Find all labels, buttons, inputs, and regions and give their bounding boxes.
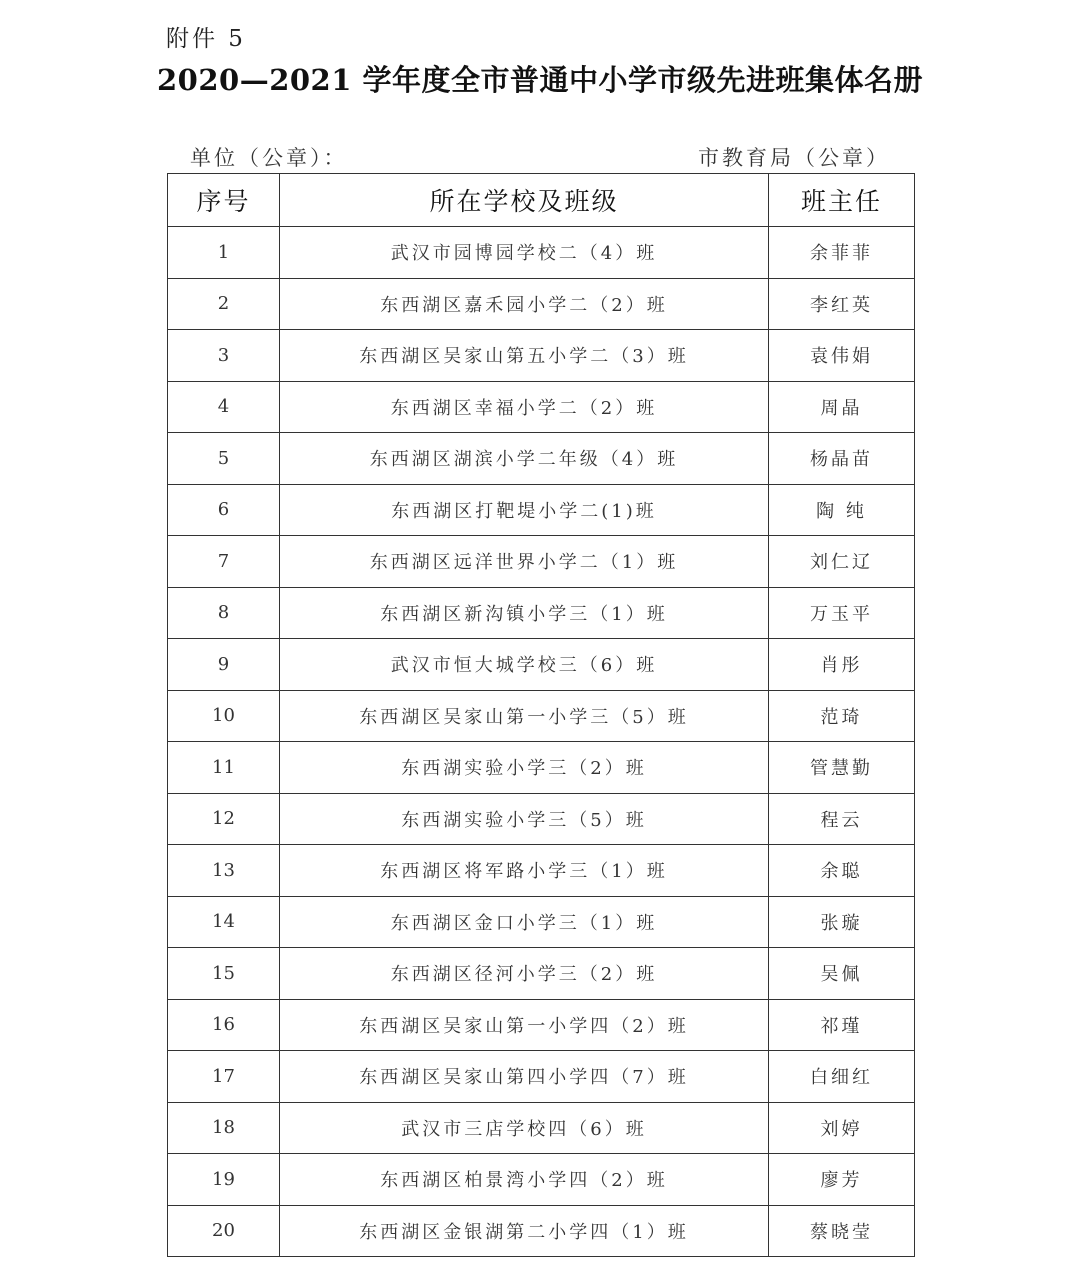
head-teacher-cell: 范琦 — [769, 690, 915, 742]
school-class-cell: 武汉市三店学校四（6）班 — [280, 1102, 769, 1154]
row-number-cell: 14 — [168, 896, 280, 948]
school-class-cell: 东西湖实验小学三（2）班 — [280, 742, 769, 794]
head-teacher-cell: 刘仁辽 — [769, 536, 915, 588]
row-number-cell: 9 — [168, 639, 280, 691]
head-teacher-cell: 余菲菲 — [769, 227, 915, 279]
row-number-cell: 18 — [168, 1102, 280, 1154]
table-row — [168, 587, 915, 639]
table-row — [168, 484, 915, 536]
table-row — [168, 896, 915, 948]
school-class-cell: 东西湖区吴家山第一小学四（2）班 — [280, 999, 769, 1051]
table-header-row — [168, 174, 915, 227]
table-row — [168, 742, 915, 794]
row-number-cell: 4 — [168, 381, 280, 433]
row-number-cell: 3 — [168, 330, 280, 382]
table-row — [168, 1102, 915, 1154]
column-header-teacher: 班主任 — [769, 174, 915, 227]
table-row — [168, 1205, 915, 1257]
head-teacher-cell: 万玉平 — [769, 587, 915, 639]
table-row — [168, 227, 915, 279]
school-class-cell: 东西湖区湖滨小学二年级（4）班 — [280, 433, 769, 485]
school-class-cell: 东西湖区径河小学三（2）班 — [280, 948, 769, 1000]
row-number-cell: 19 — [168, 1154, 280, 1206]
head-teacher-cell: 李红英 — [769, 278, 915, 330]
roster-table-body — [168, 227, 915, 1257]
column-header-number: 序号 — [168, 174, 280, 227]
school-class-cell: 东西湖区金口小学三（1）班 — [280, 896, 769, 948]
row-number-cell: 10 — [168, 690, 280, 742]
table-row — [168, 1154, 915, 1206]
school-class-cell: 东西湖区吴家山第一小学三（5）班 — [280, 690, 769, 742]
table-row — [168, 845, 915, 897]
head-teacher-cell: 余聪 — [769, 845, 915, 897]
table-row — [168, 278, 915, 330]
head-teacher-cell: 廖芳 — [769, 1154, 915, 1206]
attachment-label: 附件 5 — [166, 26, 246, 52]
row-number-cell: 15 — [168, 948, 280, 1000]
school-class-cell: 东西湖区吴家山第五小学二（3）班 — [280, 330, 769, 382]
table-row — [168, 330, 915, 382]
head-teacher-cell: 陶 纯 — [769, 484, 915, 536]
unit-seal-label: 单位（公章）： — [190, 146, 348, 170]
head-teacher-cell: 吴佩 — [769, 948, 915, 1000]
row-number-cell: 7 — [168, 536, 280, 588]
school-class-cell: 东西湖实验小学三（5）班 — [280, 793, 769, 845]
head-teacher-cell: 刘婷 — [769, 1102, 915, 1154]
school-class-cell: 东西湖区幸福小学二（2）班 — [280, 381, 769, 433]
table-row — [168, 639, 915, 691]
school-class-cell: 东西湖区嘉禾园小学二（2）班 — [280, 278, 769, 330]
roster-table — [167, 173, 915, 1257]
head-teacher-cell: 祁瑾 — [769, 999, 915, 1051]
row-number-cell: 17 — [168, 1051, 280, 1103]
education-bureau-seal-label: 市教育局（公章） — [698, 146, 890, 170]
school-class-cell: 东西湖区新沟镇小学三（1）班 — [280, 587, 769, 639]
table-row — [168, 1051, 915, 1103]
head-teacher-cell: 程云 — [769, 793, 915, 845]
school-class-cell: 东西湖区金银湖第二小学四（1）班 — [280, 1205, 769, 1257]
school-class-cell: 武汉市恒大城学校三（6）班 — [280, 639, 769, 691]
school-class-cell: 武汉市园博园学校二（4）班 — [280, 227, 769, 279]
table-row — [168, 793, 915, 845]
row-number-cell: 11 — [168, 742, 280, 794]
school-class-cell: 东西湖区远洋世界小学二（1）班 — [280, 536, 769, 588]
row-number-cell: 20 — [168, 1205, 280, 1257]
row-number-cell: 12 — [168, 793, 280, 845]
head-teacher-cell: 袁伟娟 — [769, 330, 915, 382]
school-class-cell: 东西湖区将军路小学三（1）班 — [280, 845, 769, 897]
row-number-cell: 13 — [168, 845, 280, 897]
head-teacher-cell: 蔡晓莹 — [769, 1205, 915, 1257]
table-row — [168, 433, 915, 485]
row-number-cell: 2 — [168, 278, 280, 330]
column-header-school-class: 所在学校及班级 — [280, 174, 769, 227]
head-teacher-cell: 白细红 — [769, 1051, 915, 1103]
school-class-cell: 东西湖区柏景湾小学四（2）班 — [280, 1154, 769, 1206]
row-number-cell: 16 — [168, 999, 280, 1051]
row-number-cell: 8 — [168, 587, 280, 639]
head-teacher-cell: 管慧勤 — [769, 742, 915, 794]
row-number-cell: 6 — [168, 484, 280, 536]
school-class-cell: 东西湖区打靶堤小学二(1)班 — [280, 484, 769, 536]
head-teacher-cell: 周晶 — [769, 381, 915, 433]
table-row — [168, 948, 915, 1000]
head-teacher-cell: 肖彤 — [769, 639, 915, 691]
head-teacher-cell: 张璇 — [769, 896, 915, 948]
page-title: 2020—2021 学年度全市普通中小学市级先进班集体名册 — [156, 63, 924, 97]
head-teacher-cell: 杨晶苗 — [769, 433, 915, 485]
row-number-cell: 1 — [168, 227, 280, 279]
school-class-cell: 东西湖区吴家山第四小学四（7）班 — [280, 1051, 769, 1103]
table-row — [168, 381, 915, 433]
table-row — [168, 999, 915, 1051]
table-row — [168, 536, 915, 588]
table-row — [168, 690, 915, 742]
row-number-cell: 5 — [168, 433, 280, 485]
